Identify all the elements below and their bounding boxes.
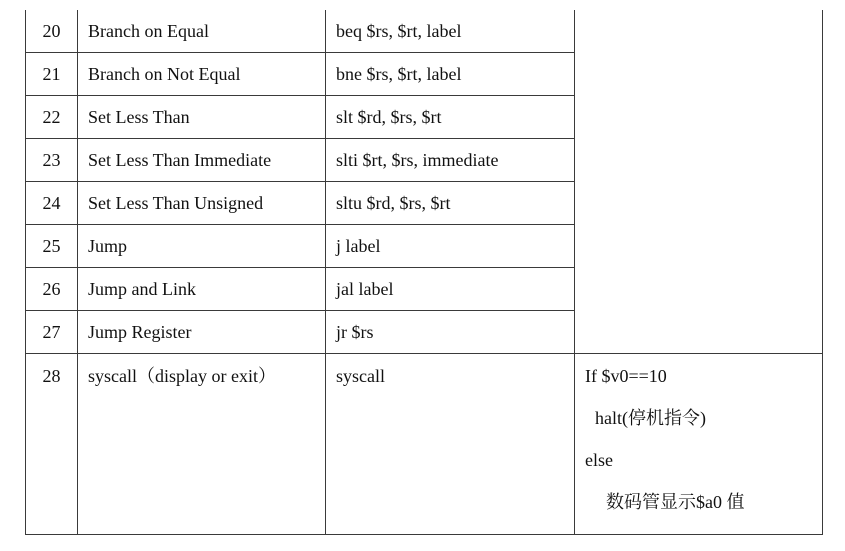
instruction-syntax: slt $rd, $rs, $rt	[326, 96, 575, 139]
table-row	[26, 10, 823, 53]
instruction-number: 21	[26, 53, 78, 96]
instruction-name: Jump Register	[78, 311, 326, 354]
instruction-number: 23	[26, 139, 78, 182]
notes-cell-empty	[575, 10, 823, 354]
instruction-syntax: beq $rs, $rt, label	[326, 10, 575, 53]
instruction-name: Set Less Than	[78, 96, 326, 139]
instruction-syntax: jal label	[326, 268, 575, 311]
instruction-name: syscall（display or exit）	[78, 354, 326, 535]
instruction-name: Branch on Not Equal	[78, 53, 326, 96]
instruction-syntax: slti $rt, $rs, immediate	[326, 139, 575, 182]
instruction-name: Jump	[78, 225, 326, 268]
instruction-table-container	[25, 10, 822, 525]
instruction-syntax: syscall	[326, 354, 575, 535]
instruction-number: 28	[26, 354, 78, 535]
instruction-number: 22	[26, 96, 78, 139]
note-condition: If $v0==10	[585, 366, 667, 386]
instruction-name: Branch on Equal	[78, 10, 326, 53]
instruction-name: Set Less Than Immediate	[78, 139, 326, 182]
instruction-number: 20	[26, 10, 78, 53]
instruction-number: 25	[26, 225, 78, 268]
instruction-syntax: bne $rs, $rt, label	[326, 53, 575, 96]
instruction-syntax: j label	[326, 225, 575, 268]
instruction-table	[25, 10, 823, 535]
instruction-number: 24	[26, 182, 78, 225]
instruction-syntax: jr $rs	[326, 311, 575, 354]
note-else: else	[585, 450, 613, 470]
instruction-syntax: sltu $rd, $rs, $rt	[326, 182, 575, 225]
instruction-number: 27	[26, 311, 78, 354]
table-row-syscall	[26, 354, 823, 535]
note-halt: halt(停机指令)	[595, 408, 706, 428]
syscall-notes	[575, 354, 823, 535]
note-display: 数码管显示$a0 值	[606, 492, 745, 512]
instruction-name: Set Less Than Unsigned	[78, 182, 326, 225]
instruction-number: 26	[26, 268, 78, 311]
instruction-name: Jump and Link	[78, 268, 326, 311]
